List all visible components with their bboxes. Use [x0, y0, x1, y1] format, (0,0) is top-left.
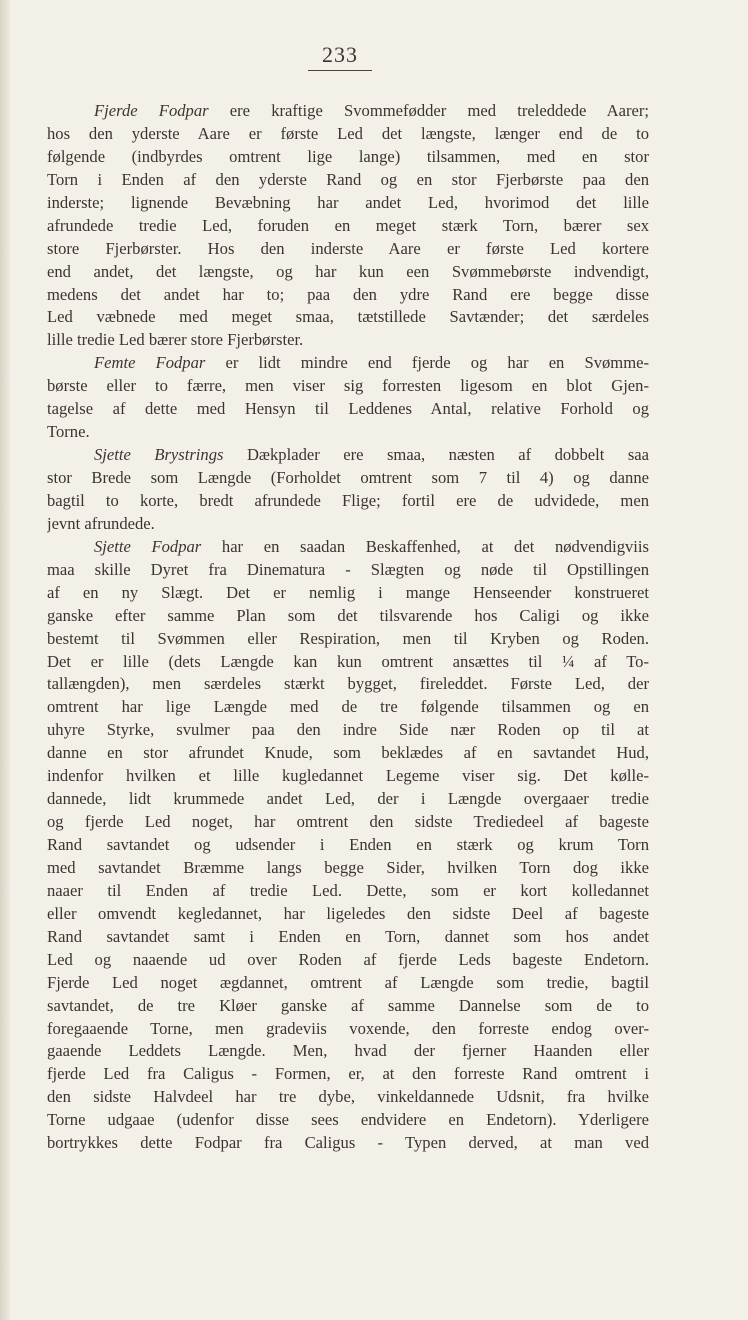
line-text: Det er lille (dets Længde kan kun omtrent ansættes til ¼ af To- [47, 651, 649, 671]
text-line [47, 742, 649, 765]
text-line [47, 995, 649, 1018]
line-text: børste eller to færre, men viser sig forresten ligesom en blot Gjen- [47, 376, 649, 396]
text-line [47, 1018, 649, 1041]
text-line [47, 857, 649, 880]
text-line [47, 467, 649, 490]
line-text: bagtil to korte, bredt afrundede Flige; fortil ere de udvidede, men [47, 490, 649, 510]
text-line [47, 146, 649, 169]
text-line [47, 100, 649, 123]
line-text: tagelse af dette med Hensyn til Leddenes Antal, relative Forhold og [47, 399, 649, 419]
line-text: med savtandet Bræmme langs begge Sider, hvilken Torn dog ikke [47, 857, 649, 877]
line-text: store Fjerbørster. Hos den inderste Aare er første Led kortere [47, 238, 649, 258]
text-line [47, 352, 649, 375]
text-line [47, 926, 649, 949]
text-line [47, 559, 649, 582]
text-line [47, 628, 649, 651]
text-line [47, 719, 649, 742]
text-line [47, 651, 649, 674]
text-line [47, 765, 649, 788]
italic-heading: Sjette Brystrings [94, 445, 224, 465]
text-line [47, 582, 649, 605]
line-text: Torne. [47, 422, 90, 442]
line-text: lille tredie Led bærer store Fjerbørster. [47, 330, 304, 350]
text-line [47, 421, 649, 444]
line-text: afrundede tredie Led, foruden en meget stærk Torn, bærer sex [47, 215, 649, 235]
line-text: end andet, det længste, og har kun een Svømmebørste indvendigt, [47, 261, 649, 281]
text-line [47, 513, 649, 536]
line-text: Dækplader ere smaa, næsten af dobbelt saa [223, 445, 649, 465]
line-text: af en ny Slægt. Det er nemlig i mange Henseender konstrueret [47, 582, 649, 602]
line-text: eller omvendt kegledannet, har ligeledes den sidste Deel af bageste [47, 903, 649, 923]
text-line [47, 1109, 649, 1132]
line-text: fjerde Led fra Caligus - Formen, er, at den forreste Rand omtrent i [47, 1064, 649, 1084]
line-text: og fjerde Led noget, har omtrent den sidste Trediedeel af bageste [47, 812, 649, 832]
line-text: Led væbnede med meget smaa, tætstillede Savtænder; det særdeles [47, 307, 649, 327]
page-number-underline [308, 70, 372, 71]
line-text: tallængden), men særdeles stærkt bygget, fireleddet. Første Led, der [47, 674, 649, 694]
text-line [47, 1040, 649, 1063]
line-text: Fjerde Led noget ægdannet, omtrent af Længde som tredie, bagtil [47, 972, 649, 992]
text-line [47, 1086, 649, 1109]
line-text: Torn i Enden af den yderste Rand og en stor Fjerbørste paa den [47, 169, 649, 189]
line-text: medens det andet har to; paa den ydre Rand ere begge disse [47, 284, 649, 304]
text-line [47, 123, 649, 146]
line-text: gaaende Leddets Længde. Men, hvad der fjerner Haanden eller [47, 1041, 649, 1061]
text-line [47, 329, 649, 352]
line-text: savtandet, de tre Kløer ganske af samme Dannelse som de to [47, 995, 649, 1015]
line-text: Led og naaende ud over Roden af fjerde Leds bageste Endetorn. [47, 949, 649, 969]
line-text: Rand savtandet samt i Enden en Torn, dannet som hos andet [47, 926, 649, 946]
text-line [47, 972, 649, 995]
text-line [47, 490, 649, 513]
line-text: den sidste Halvdeel har tre dybe, vinkeldannede Udsnit, fra hvilke [47, 1087, 649, 1107]
line-text: er lidt mindre end fjerde og har en Svømme- [205, 353, 649, 373]
line-text: indenfor hvilken et lille kugledannet Legeme viser sig. Det kølle- [47, 766, 649, 786]
text-line [47, 903, 649, 926]
italic-heading: Sjette Fodpar [94, 536, 202, 556]
italic-heading: Femte Fodpar [94, 353, 206, 373]
text-line [47, 696, 649, 719]
line-text: omtrent har lige Længde med de tre følgende tilsammen og en [47, 697, 649, 717]
line-text: bortrykkes dette Fodpar fra Caligus - Typen derved, at man ved [47, 1133, 649, 1153]
page-number: 233 [322, 42, 358, 67]
text-line [47, 284, 649, 307]
line-text: følgende (indbyrdes omtrent lige lange) tilsammen, med en stor [47, 146, 649, 166]
text-line [47, 673, 649, 696]
line-text: Torne udgaae (udenfor disse sees endvidere en Endetorn). Yderligere [47, 1110, 649, 1130]
text-line [47, 811, 649, 834]
text-line [47, 169, 649, 192]
text-line [47, 215, 649, 238]
text-line [47, 444, 649, 467]
text-line [47, 375, 649, 398]
text-line [47, 192, 649, 215]
line-text: har en saadan Beskaffenhed, at det nødvendigviis [201, 536, 649, 556]
text-line [47, 880, 649, 903]
line-text: Rand savtandet og udsender i Enden en stærk og krum Torn [47, 835, 649, 854]
text-line [47, 834, 649, 857]
text-line [47, 949, 649, 972]
text-line [47, 1132, 649, 1155]
line-text: naaer til Enden af tredie Led. Dette, som er kort kolledannet [47, 880, 649, 900]
line-text: danne en stor afrundet Knude, som beklædes af en savtandet Hud, [47, 743, 649, 763]
line-text: hos den yderste Aare er første Led det længste, længer end de to [47, 123, 649, 143]
line-text: ganske efter samme Plan som det tilsvarende hos Caligi og ikke [47, 605, 649, 625]
line-text: inderste; lignende Bevæbning har andet Led, hvorimod det lille [47, 192, 649, 212]
line-text: dannede, lidt krummede andet Led, der i Længde overgaaer tredie [47, 789, 649, 809]
text-line [47, 306, 649, 329]
text-line [47, 536, 649, 559]
text-line [47, 1063, 649, 1086]
text-line [47, 788, 649, 811]
line-text: stor Brede som Længde (Forholdet omtrent som 7 til 4) og danne [47, 468, 649, 487]
text-line [47, 261, 649, 284]
line-text: uhyre Styrke, svulmer paa den indre Side nær Roden op til at [47, 720, 649, 740]
page-binding-edge [0, 0, 10, 1320]
line-text: maa skille Dyret fra Dinematura - Slægten og nøde til Opstillingen [47, 559, 649, 579]
line-text: jevnt afrundede. [47, 513, 155, 533]
text-line [47, 605, 649, 628]
line-text: bestemt til Svømmen eller Respiration, men til Kryben og Roden. [47, 628, 649, 648]
line-text: ere kraftige Svommefødder med treleddede Aarer; [208, 101, 649, 120]
text-line [47, 398, 649, 421]
italic-heading: Fjerde Fodpar [94, 101, 209, 120]
body-text [47, 100, 649, 1155]
line-text: foregaaende Torne, men gradeviis voxende, den forreste endog over- [47, 1018, 649, 1038]
text-line [47, 238, 649, 261]
